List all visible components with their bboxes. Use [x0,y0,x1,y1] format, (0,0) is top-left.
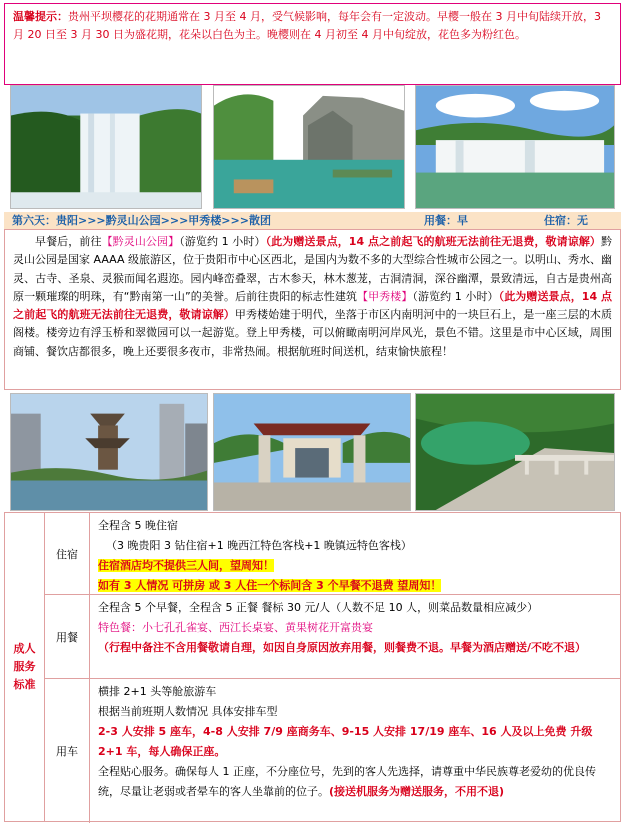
desc-p1: 早餐后，前往 [35,235,102,248]
park-name: 【黔灵山公园】 [101,235,180,248]
adult-standard-label: 成人服务标准 [5,513,45,821]
transport-line-2: 根据当前班期人数情况 具体安排车型 [98,705,278,718]
lodging-notice-1: 住宿酒店均不提供三人间，望周知！ [98,559,274,572]
photo-row-2 [10,393,615,511]
day-header-bar [4,212,621,229]
day-title: 第六天：贵阳>>>黔灵山公园>>>甲秀楼>>>散团 [12,214,271,227]
tip-box [4,3,621,85]
meals-category: 用餐 [45,595,90,678]
meals-row [45,595,620,679]
lodging-notice-2: 如有 3 人情况 可拼房 或 3 人住一个标间含 3 个早餐不退费 望周知！ [98,579,442,592]
meals-line-1: 全程含 5 个早餐，全程含 5 正餐 餐标 30 元/人（人数不足 10 人，则菜品数量相应减少） [98,601,539,614]
lodging-row [45,513,620,595]
transport-content [90,679,620,805]
gift-note-2: （此为赠送景点，14 点之前起飞的航班无法前往无退费，敬请谅解） [13,289,613,322]
day-meal: 用餐：早 [424,214,468,227]
gift-note-1: （此为赠送景点，14 点之前起飞的航班无法前往无退费，敬请谅解） [265,235,602,248]
service-standards-table [4,512,621,822]
transport-line-1: 横排 2+1 头等舱旅游车 [98,685,217,698]
meals-notice: （行程中备注不含用餐敬请自理，如因自身原因放弃用餐，则餐费不退。早餐为酒店赠送/不吃不退） [98,641,587,654]
meals-content [90,595,620,661]
day-description [4,229,621,390]
park-gate-photo [213,393,411,511]
lodging-category: 住宿 [45,513,90,594]
monkey-lake-photo [415,393,615,511]
desc-t4: 甲秀楼始建于明代，坐落于市区内南明河中的一块巨石上，是一座三层的木质阁楼。楼旁边有浮玉桥和翠微园可以一起游览。登上甲秀楼，可以俯瞰南明河岸风光，景色不错。这里是市中心区域，周围商铺、餐饮店都很多，晚上还要很多夜市，非常热闹。根据航班时间送机，结束愉快旅程！ [13,308,613,358]
desc-t3: （游览约 1 小时） [412,289,499,303]
transport-category: 用车 [45,679,90,823]
transport-row [45,679,620,823]
lodging-line-2: （3 晚贵阳 3 钻住宿+1 晚西江特色客栈+1 晚镇远特色客栈） [106,539,412,552]
tip-text: 贵州平坝樱花的花期通常在 3 月至 4 月，受气候影响，每年会有一定波动。早樱一般在 3 月中旬陆续开放，3 月 20 日至 3 月 30 日为盛花期，花朵以白色为主。晚樱则在 4 月初至 4 月中旬绽放，花色多为粉红色。 [13,10,601,41]
waterfall-photo [10,85,202,209]
transport-service-text: 全程贴心服务。确保每人 1 正座，不分座位号，先到的客人先选择，请尊重中华民族尊老爱幼的优良传统，尽量让老弱或者晕车的客人坐靠前的位子。 [98,765,596,798]
jiaxiu-tower-photo [10,393,208,511]
desc-t2: 黔灵山公园是国家 AAAA 级旅游区，位于贵阳市中心区西北，是国内为数不多的大型综合性城市公园之一。以明山、秀水、幽灵、古寺、圣泉、灵猴而闻名遐迩。园内峰峦叠翠，古木参天，林木葱茏，古洞清洞，深谷幽潭，景致清远，自古是贵州高原一颗璀璨的明珠，有“黔南第一山”的美誉。后前往贵阳的标志性建筑 [13,235,613,303]
tower-name: 【甲秀楼】 [357,289,413,303]
lodging-content [90,513,620,599]
lodging-line-1: 全程含 5 晚住宿 [98,519,178,532]
transport-line-4 [98,762,612,802]
transport-vehicle-plan: 2-3 人安排 5 座车，4-8 人安排 7/9 座商务车、9-15 人安排 17/19 座车、16 人及以上免费 升级 2+1 车，每人确保正座。 [98,725,593,758]
photo-row-1 [10,85,615,209]
day-hotel: 住宿：无 [544,214,588,227]
karst-lake-photo [213,85,405,209]
transport-pickup-note: (接送机服务为赠送服务，不用不退) [329,785,505,798]
tip-label: 温馨提示： [13,10,68,23]
desc-t1: （游览约 1 小时） [179,235,266,248]
wide-waterfall-photo [415,85,615,209]
meals-special: 特色餐：小七孔孔雀宴、西江长桌宴、黄果树花开富贵宴 [98,621,373,634]
